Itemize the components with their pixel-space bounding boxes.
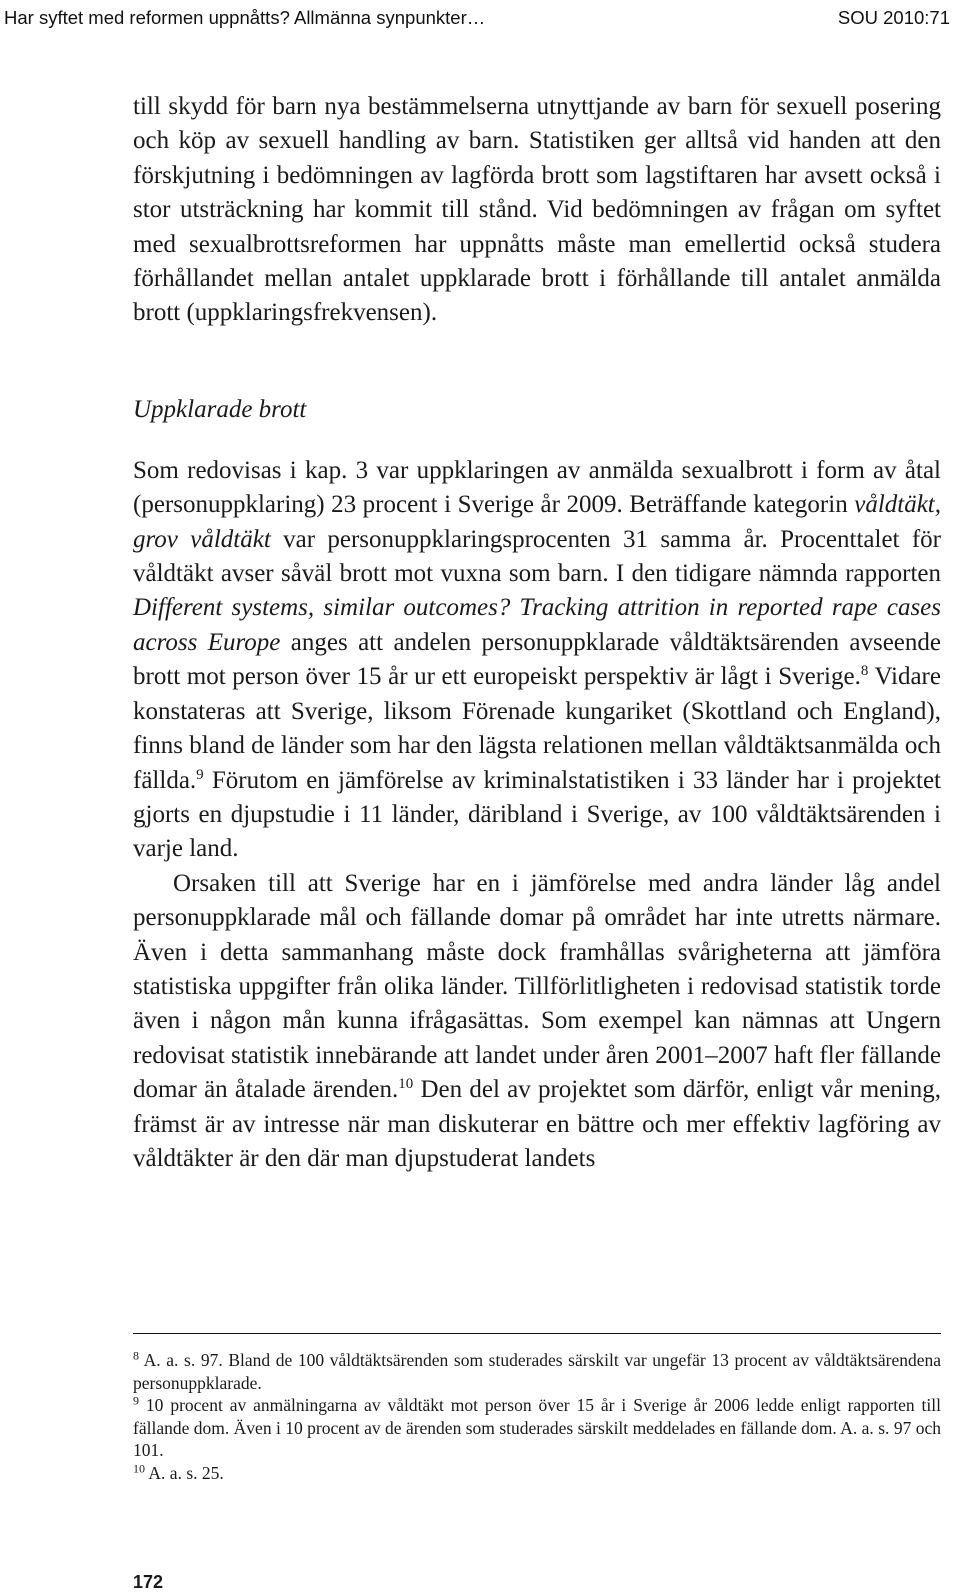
paragraph-2-text: Som redovisas i kap. 3 var uppklaringen av anmälda sexualbrott i form av åtal (personuppklaring) 23 procent i Sverige år 2009. Beträffande kategorin	[133, 456, 941, 519]
paragraph-2-text: Förutom en jämförelse av kriminalstatistiken i 33 länder har i projektet gjorts en djupstudie i 11 länder, däribland i Sverige, av 100 våldtäktsärenden i varje land.	[133, 766, 941, 863]
paragraph-1: till skydd för barn nya bestämmelserna utnyttjande av barn för sexuell posering och köp av sexuell handling av barn. Statistiken ger alltså vid handen att den förskjutning i bedömningen av lagförda brott som lagstiftaren har avsett också i stor utsträckning har kommit till stånd. Vid bedömningen av frågan om syftet med sexualbrottsreformen har uppnåtts måste man emellertid också studera förhållandet mellan antalet uppklarade brott i förhållande till antalet anmälda brott (uppklaringsfrekvensen).	[133, 93, 941, 327]
paragraph-2	[133, 454, 941, 867]
main-text	[133, 90, 941, 1176]
header-chapter-title: Har syftet med reformen uppnåtts? Allmänna synpunkter…	[4, 7, 486, 28]
footnote-8	[133, 1349, 941, 1394]
footnote-9	[133, 1394, 941, 1462]
footnote-number: 10	[133, 1460, 145, 1475]
paragraph-3-text: Orsaken till att Sverige har en i jämförelse med andra länder låg andel personuppklarade mål och fällande domar på området har inte utretts närmare. Även i detta sammanhang måste dock framhållas svårigheterna att jämföra statistiska uppgifter från olika länder. Tillförlitligheten i redovisad statistik torde även i någon mån kunna ifrågasättas. Som exempel kan nämnas att Ungern redovisat statistik innebärande att landet under åren 2001–2007 haft fler fällande domar än åtalade ärenden.	[133, 869, 941, 1104]
paragraph-3-text: Den del av projektet som därför, enligt vår mening, främst är av intresse när man diskuterar en bättre och mer effektiv lagföring av våldtäkter är den där man djupstuderat landets	[133, 1076, 942, 1172]
footnote-ref: 10	[398, 1076, 414, 1093]
category-term: våldtäkt, grov våldtäkt	[133, 491, 941, 553]
footnote-ref: 8	[860, 663, 869, 680]
footnote-10	[133, 1462, 941, 1485]
footnote-text: 10 procent av anmälningarna av våldtäkt mot person över 15 år i Sverige år 2006 ledde enligt rapporten till fällande dom. Även i 10 procent av de ärenden som studerades särskilt meddelades en fällande dom. A. a. s. 97 och 101.	[133, 1395, 941, 1460]
footnote-divider	[133, 1333, 941, 1334]
paragraph-2-text: Vidare konstateras att Sverige, liksom Förenade kungariket (Skottland och England), finns bland de länder som har den lägsta relationen mellan våldtäktsanmälda och fällda.	[133, 663, 941, 794]
footnotes	[133, 1349, 941, 1484]
page-number: 172	[133, 1572, 164, 1592]
footnote-ref: 9	[196, 766, 204, 783]
footnote-number: 9	[133, 1393, 139, 1408]
section-heading: Uppklarade brott	[133, 395, 307, 423]
paragraph-2-text: anges att andelen personuppklarade våldtäktsärenden avseende brott mot person över 15 år ur ett europeiskt perspektiv är lågt i Sverige.	[133, 628, 941, 691]
footnote-text: A. a. s. 25.	[145, 1462, 224, 1483]
running-header	[0, 0, 960, 32]
report-title: Different systems, similar outcomes? Tracking attrition in reported rape cases across Europe	[133, 594, 941, 656]
footnote-number: 8	[133, 1348, 139, 1363]
paragraph-3	[133, 867, 941, 1177]
paragraph-2-text: var personuppklaringsprocenten 31 samma år. Procenttalet för våldtäkt avser såväl brott mot vuxna som barn. I den tidigare nämnda rapporten	[133, 525, 941, 588]
header-report-id: SOU 2010:71	[837, 7, 950, 28]
footnote-text: A. a. s. 97. Bland de 100 våldtäktsärenden som studerades särskilt var ungefär 13 procent av våldtäktsärendena personuppklarade.	[133, 1350, 941, 1393]
